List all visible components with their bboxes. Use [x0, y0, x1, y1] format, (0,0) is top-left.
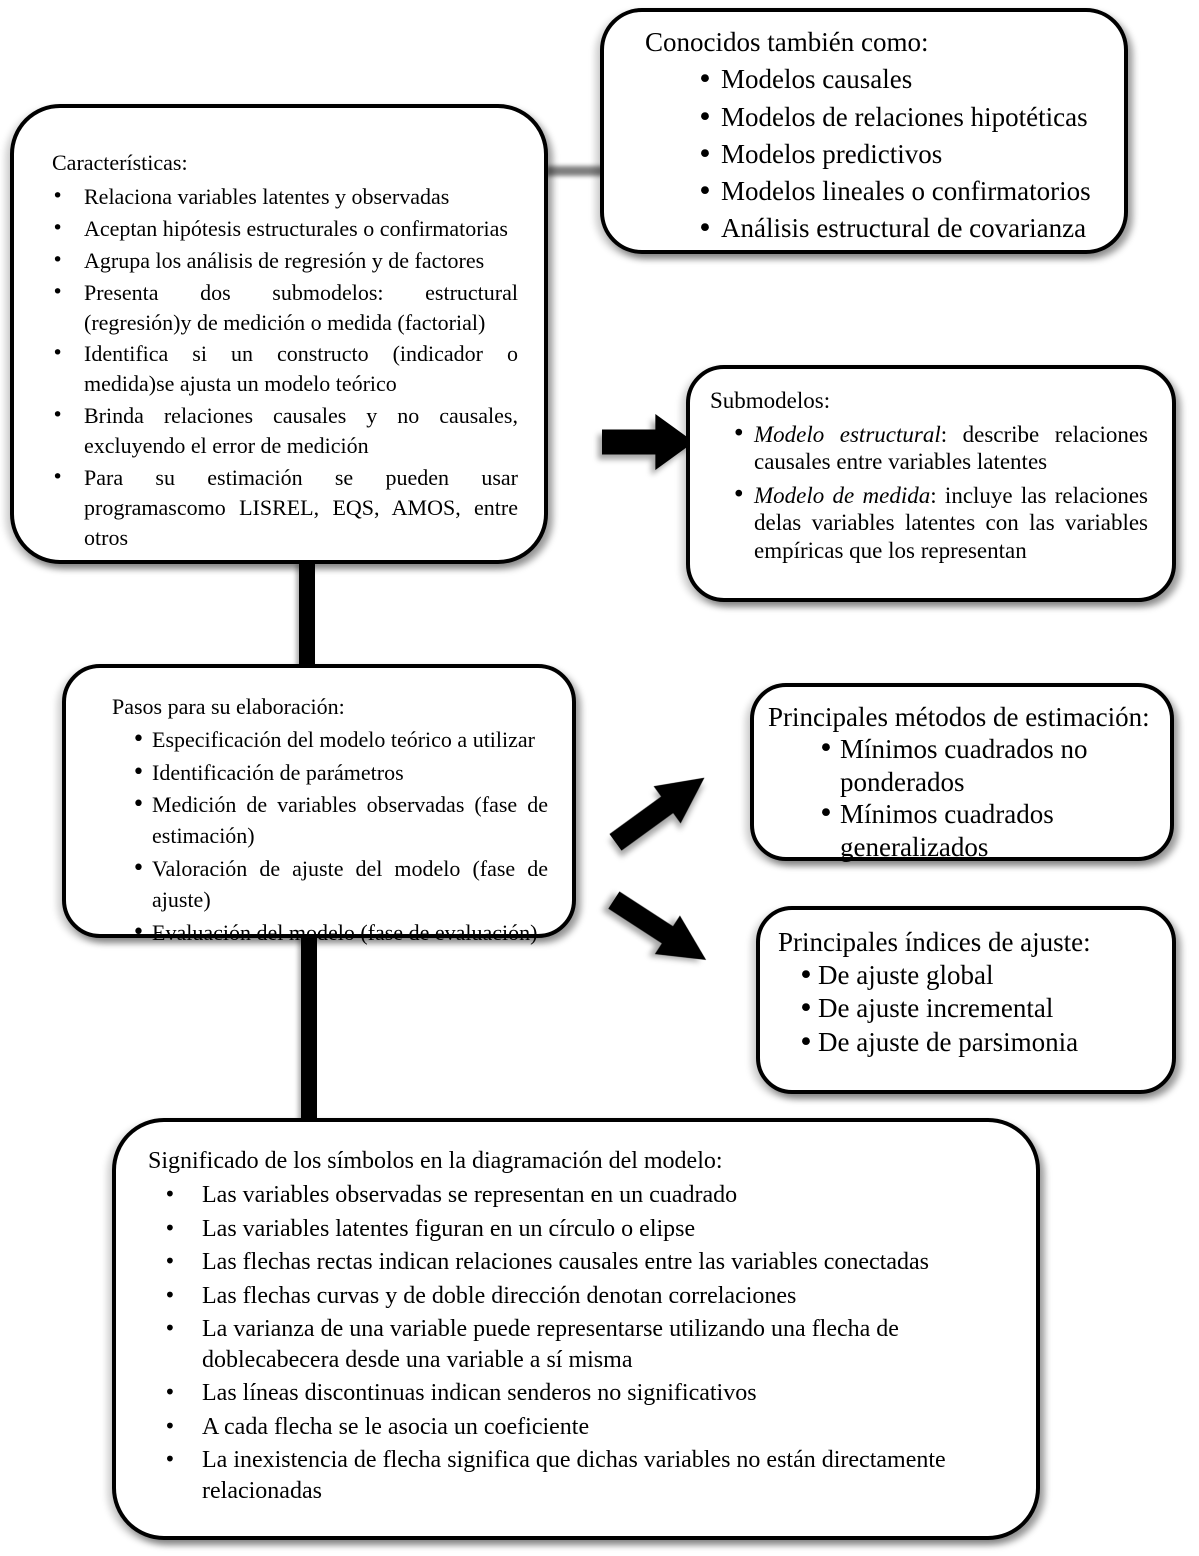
up-right-arrow-icon [602, 759, 718, 861]
list-item-text: Las variables observadas se representan en un cuadrado [202, 1182, 738, 1209]
list-item [164, 1378, 994, 1408]
list-item [798, 1026, 1158, 1059]
bullet-icon: • [697, 64, 713, 96]
list-item-text: Las variables latentes figuran en un círculo o elipse [202, 1215, 696, 1242]
list-item [52, 214, 518, 244]
list-item [697, 136, 1106, 173]
list-item-text: Presenta dos submodelos: estructural (regresión)y de medición o medida (factorial) [84, 279, 518, 335]
box-title: Conocidos también como: [645, 27, 929, 57]
list-item [164, 1214, 994, 1244]
down-right-arrow-icon [601, 881, 718, 979]
box-title: Principales índices de ajuste: [778, 927, 1091, 957]
bullet-list [52, 182, 518, 553]
connector-pasos-significado [301, 934, 317, 1124]
list-item [52, 278, 518, 338]
box-steps [62, 664, 576, 945]
list-item-text: Identificación de parámetros [152, 759, 404, 785]
bullet-icon: • [164, 1282, 176, 1307]
list-item [132, 758, 548, 789]
bullet-list [778, 959, 1158, 1059]
list-item [52, 463, 518, 553]
bullet-icon: • [164, 1249, 176, 1274]
list-item-text: Para su estimación se pueden usar programascomo LISREL, EQS, AMOS, entre otros [84, 465, 518, 550]
list-item [732, 482, 1148, 565]
list-item-text: Agrupa los análisis de regresión y de factores [84, 247, 485, 273]
list-item [164, 1247, 994, 1277]
bullet-icon: • [52, 466, 64, 489]
bullet-icon: • [132, 726, 145, 752]
list-item-text: Brinda relaciones causales y no causales, excluyendo el error de medición [84, 403, 518, 459]
list-item [798, 959, 1158, 992]
bullet-list [710, 421, 1148, 565]
list-item-text: De ajuste de parsimonia [818, 1026, 1079, 1057]
bullet-icon: • [164, 1182, 176, 1207]
bullet-list [148, 1180, 994, 1506]
bullet-list [112, 725, 548, 949]
box-also-known-as [600, 8, 1128, 254]
list-item-text: Modelos causales [721, 64, 913, 95]
box-estimation-methods [750, 683, 1174, 861]
bullet-icon: • [132, 759, 145, 785]
item-rest: : describe relaciones causales entre variables latentes [754, 421, 1148, 475]
list-item-text: Mínimos cuadrados generalizados [840, 799, 1054, 862]
list-item-text: Relaciona variables latentes y observadas [84, 183, 450, 209]
box-fit-indices [756, 906, 1176, 1094]
list-item-text: Análisis estructural de covarianza [721, 213, 1087, 244]
list-item [164, 1445, 994, 1506]
bullet-icon: • [798, 1026, 814, 1058]
box-title: Significado de los símbolos en la diagramación del modelo: [148, 1148, 723, 1174]
bullet-icon: • [164, 1447, 176, 1472]
list-item [52, 182, 518, 212]
list-item-text: Modelos lineales o confirmatorios [721, 176, 1091, 206]
bullet-icon: • [164, 1215, 176, 1240]
bullet-icon: • [52, 342, 64, 365]
list-item-text: A cada flecha se le asocia un coeficiente [202, 1413, 590, 1440]
list-item-text: La varianza de una variable puede representarse utilizando una flecha de doblecabecera desde una variable a sí misma [202, 1316, 899, 1373]
bullet-icon: • [132, 919, 145, 945]
list-item [818, 798, 1156, 863]
list-item [697, 173, 1106, 210]
bullet-list [768, 733, 1156, 863]
bullet-icon: • [164, 1413, 176, 1438]
bullet-icon: • [164, 1380, 176, 1405]
bullet-icon: • [132, 792, 145, 818]
bullet-icon: • [798, 960, 814, 992]
list-item [164, 1180, 994, 1210]
box-characteristics [10, 104, 548, 564]
list-item-text: Modelos de relaciones hipotéticas [721, 101, 1088, 132]
bullet-icon: • [798, 993, 814, 1025]
list-item [132, 790, 548, 852]
italic-lead: Modelo de medida [754, 482, 931, 508]
box-submodels [686, 365, 1176, 602]
list-item-text: Especificación del modelo teórico a utilizar [152, 726, 536, 752]
box-title: Principales métodos de estimación: [768, 702, 1150, 732]
list-item [697, 99, 1106, 136]
right-arrow-icon [602, 414, 694, 470]
bullet-icon: • [732, 420, 746, 447]
list-item-text: Modelos predictivos [721, 138, 943, 169]
list-item [164, 1281, 994, 1311]
list-item-text: Medición de variables observadas (fase de estimación) [152, 792, 548, 849]
list-item-text: Aceptan hipótesis estructurales o confirmatorias [84, 215, 508, 241]
list-item [164, 1412, 994, 1442]
list-item [164, 1314, 994, 1375]
bullet-list [645, 61, 1106, 247]
list-item [818, 733, 1156, 798]
connector-caracteristicas-pasos [299, 560, 315, 670]
list-item-text: Identifica si un constructo (indicador o medida)se ajusta un modelo teórico [84, 341, 518, 397]
list-item-text: De ajuste incremental [818, 993, 1054, 1024]
bullet-icon: • [132, 855, 145, 881]
list-item-text: De ajuste global [818, 960, 994, 991]
bullet-icon: • [697, 176, 713, 207]
list-item [697, 210, 1106, 247]
bullet-icon: • [818, 733, 834, 765]
list-item [697, 61, 1106, 98]
bullet-icon: • [818, 798, 834, 830]
list-item [52, 401, 518, 461]
bullet-icon: • [52, 248, 64, 271]
bullet-icon: • [52, 280, 64, 303]
bullet-icon: • [732, 481, 746, 508]
bullet-icon: • [697, 213, 713, 245]
list-item-text [754, 421, 1148, 476]
bullet-icon: • [52, 404, 64, 427]
list-item [132, 854, 548, 916]
bullet-icon: • [52, 184, 64, 207]
bullet-icon: • [697, 138, 713, 170]
list-item-text: Evaluación del modelo (fase de evaluación) [152, 919, 538, 945]
list-item [52, 246, 518, 276]
italic-lead: Modelo estructural [754, 421, 941, 447]
list-item-text: Mínimos cuadrados no ponderados [840, 734, 1088, 797]
list-item-text: La inexistencia de flecha significa que dichas variables no están directamente relacionadas [202, 1447, 946, 1504]
bullet-icon: • [697, 101, 713, 133]
box-title: Pasos para su elaboración: [112, 694, 345, 719]
list-item-text [754, 482, 1148, 565]
item-rest: : incluye las relaciones delas variables latentes con las variables empíricas que los representan [754, 482, 1148, 563]
list-item [132, 725, 548, 756]
list-item-text: Las flechas curvas y de doble dirección denotan correlaciones [202, 1282, 797, 1309]
list-item [52, 339, 518, 399]
connector-caracteristicas-conocidos [546, 166, 604, 176]
list-item-text: Las flechas rectas indican relaciones causales entre las variables conectadas [202, 1249, 929, 1276]
list-item-text: Las líneas discontinuas indican senderos no significativos [202, 1380, 757, 1407]
box-title: Características: [52, 150, 188, 175]
box-title: Submodelos: [710, 388, 831, 413]
box-symbol-meanings [112, 1118, 1040, 1540]
bullet-icon: • [52, 216, 64, 239]
list-item-text: Valoración de ajuste del modelo (fase de ajuste) [152, 855, 548, 912]
list-item [732, 421, 1148, 476]
list-item [132, 918, 548, 949]
list-item [798, 992, 1158, 1025]
bullet-icon: • [164, 1316, 176, 1341]
